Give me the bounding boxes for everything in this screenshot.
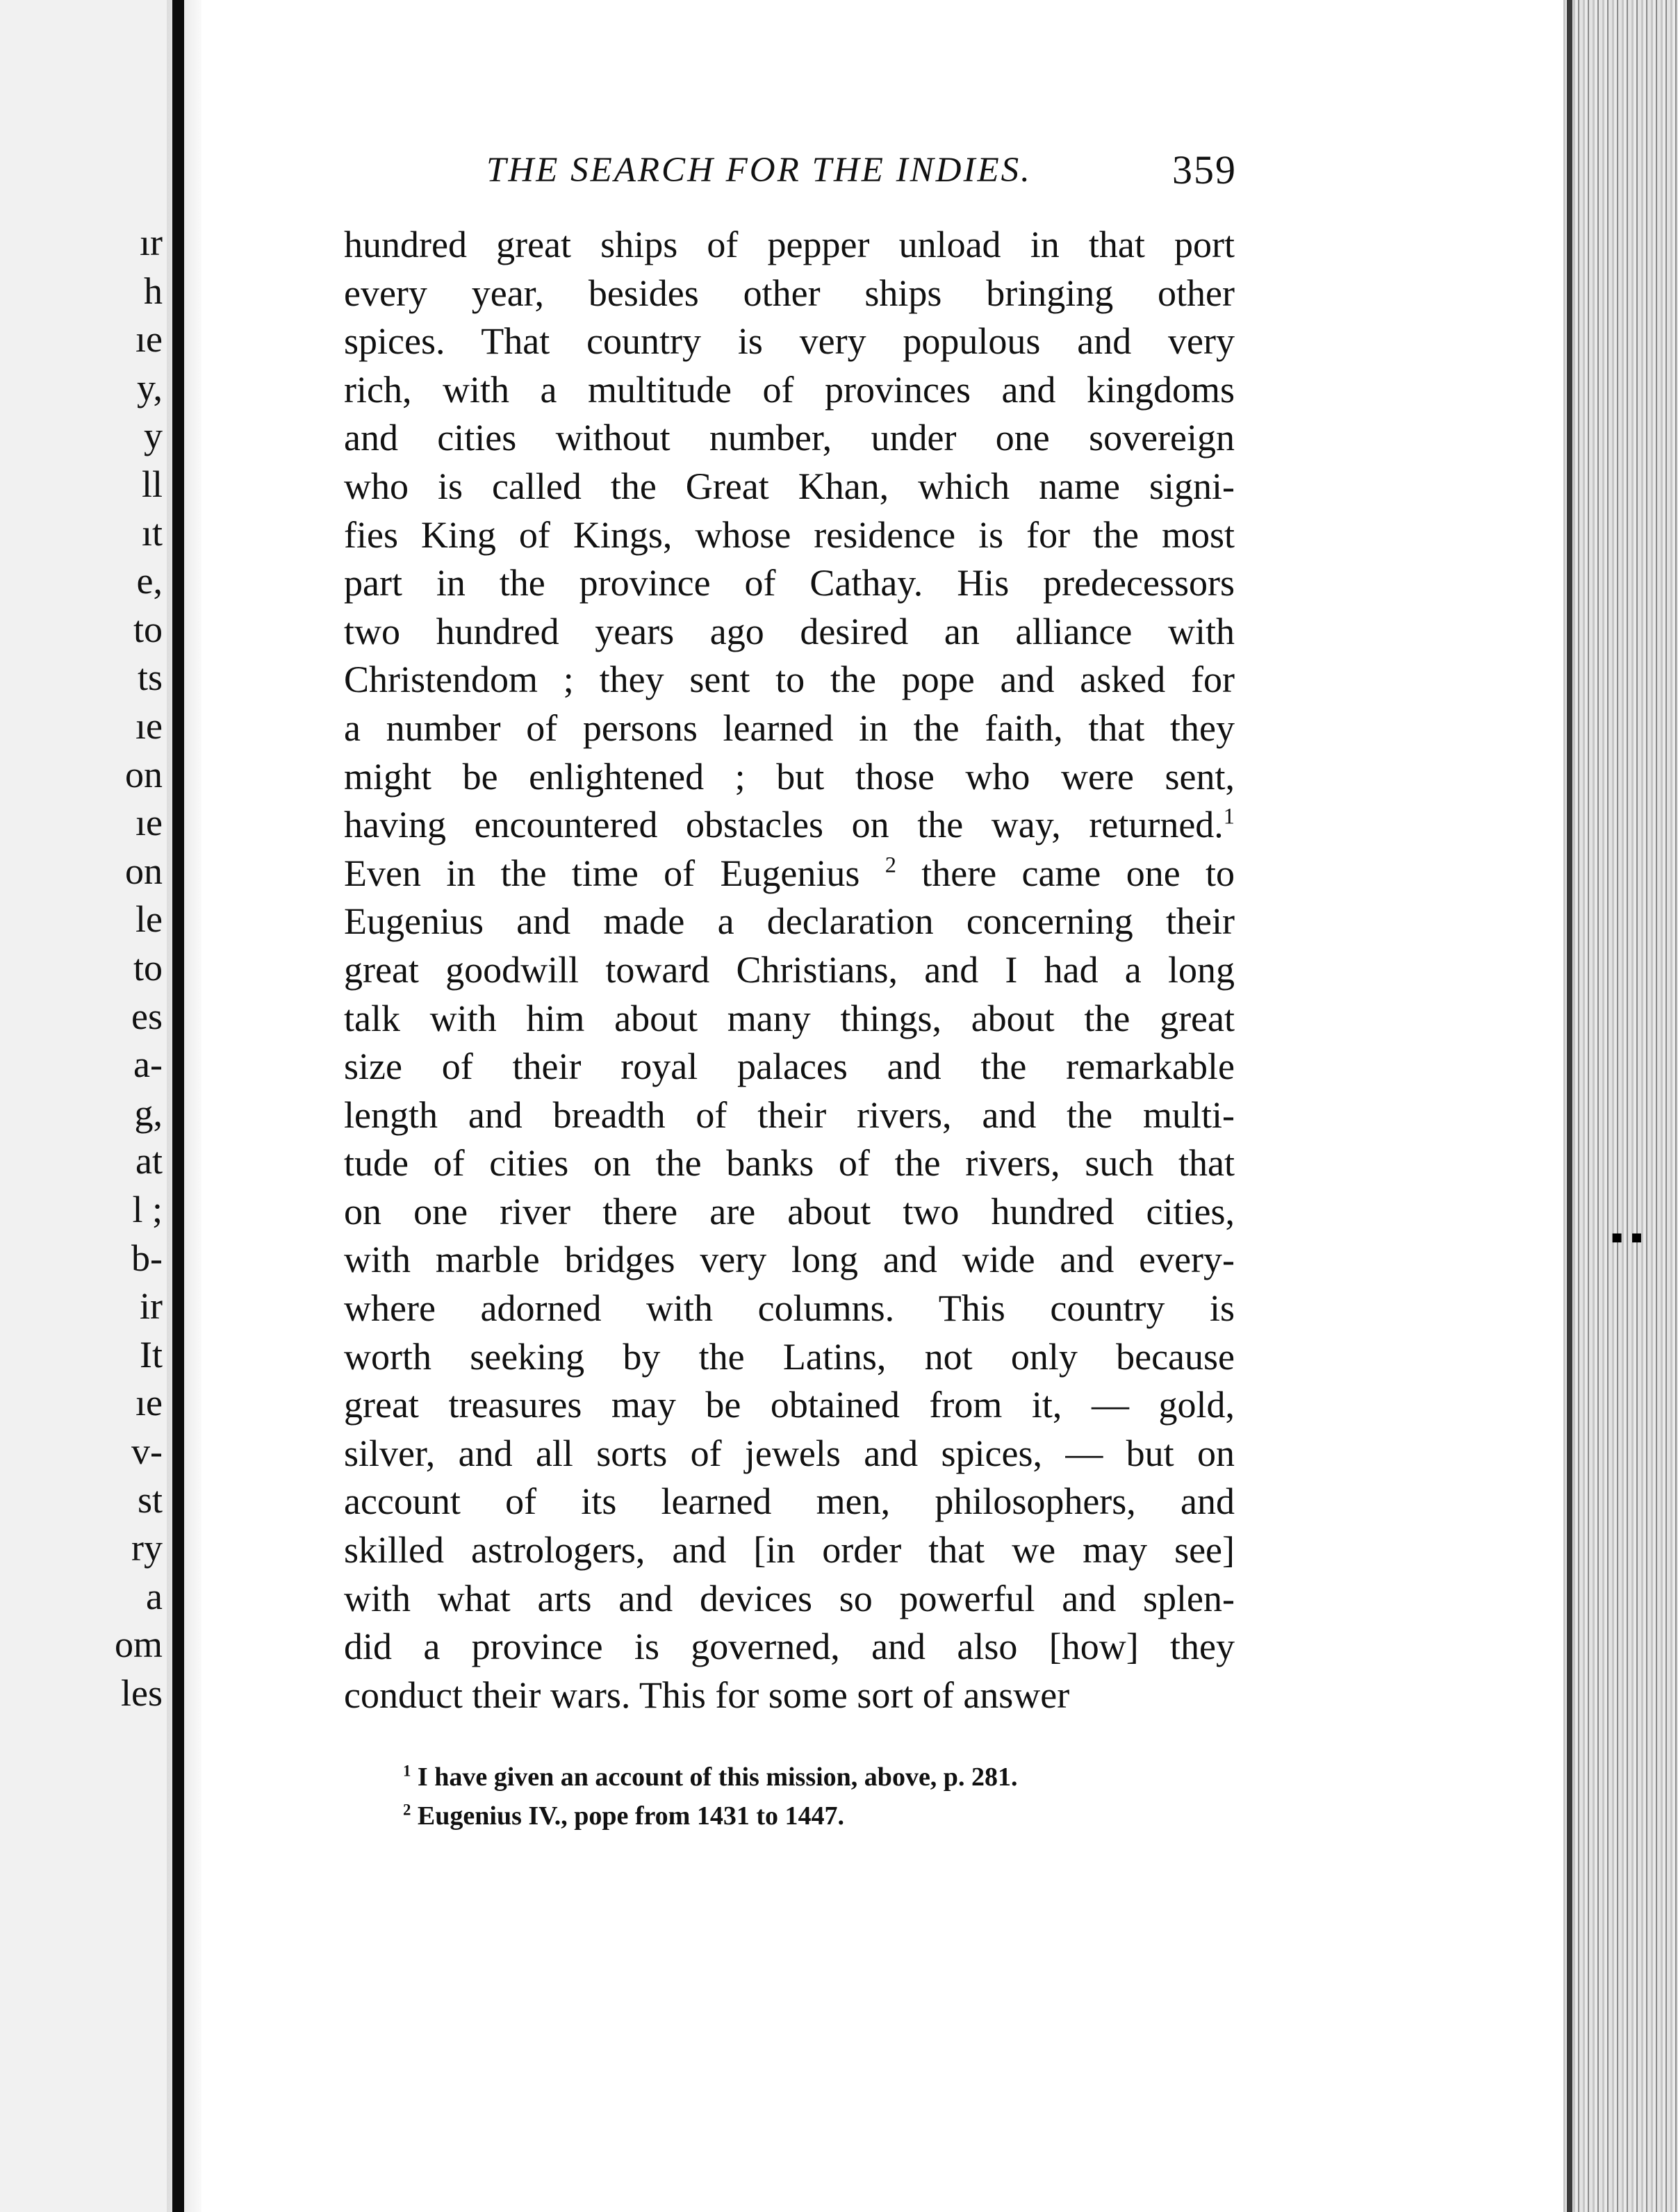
page-number: 359	[1172, 147, 1237, 192]
text-line	[344, 850, 1235, 898]
text-line: who is called the Great Khan, which name signi-	[344, 465, 1235, 507]
footnote-text: Eugenius IV., pope from 1431 to 1447.	[417, 1801, 844, 1831]
footnote-marker: 2	[403, 1801, 411, 1819]
text-line: every year, besides other ships bringing other	[344, 272, 1235, 314]
left-page-fragment: g,	[134, 1091, 163, 1134]
text-line: on one river there are about two hundred cities,	[344, 1190, 1235, 1232]
left-page-fragment: y	[144, 415, 163, 457]
page-edge	[1563, 0, 1678, 2212]
text-line: might be enlightened ; but those who were sent,	[344, 755, 1235, 798]
text-line: account of its learned men, philosophers, and	[344, 1480, 1235, 1523]
header-title: THE SEARCH FOR THE INDIES.	[486, 151, 1032, 190]
text-line: did a province is governed, and also [how] they	[344, 1626, 1235, 1668]
footnote-ref-2: 2	[885, 852, 896, 878]
text-line	[344, 801, 1235, 850]
footnote-marker: 1	[403, 1762, 411, 1780]
running-head	[347, 147, 1237, 193]
left-page-fragment: ll	[141, 463, 163, 505]
left-page-fragment: le	[135, 898, 163, 941]
text-line: Christendom ; they sent to the pope and asked for	[344, 659, 1235, 701]
left-page-fragment: st	[137, 1478, 163, 1521]
left-page-fragment: ts	[137, 657, 163, 699]
left-page-fragment: ıt	[141, 511, 163, 554]
text-line: hundred great ships of pepper unload in that port	[344, 224, 1235, 265]
text-line: length and breadth of their rivers, and the multi-	[344, 1093, 1235, 1136]
left-page-fragment: ry	[131, 1527, 163, 1569]
left-page-fragment: e,	[136, 560, 163, 602]
text-line: great goodwill toward Christians, and I had a long	[344, 948, 1235, 991]
left-page-fragment: at	[135, 1140, 163, 1182]
left-page-fragment: to	[133, 947, 163, 989]
left-page-fragment: on	[125, 753, 163, 795]
text-line: tude of cities on the banks of the rivers, such that	[344, 1142, 1235, 1185]
text-line: great treasures may be obtained from it, — gold,	[344, 1384, 1235, 1426]
left-page-fragment: om	[114, 1624, 163, 1666]
text-line: a number of persons learned in the faith, that they	[344, 707, 1235, 749]
text-line: conduct their wars. This for some sort of answer	[344, 1674, 1070, 1716]
left-page-fragment: ıe	[135, 318, 163, 361]
left-page-fragment: ıe	[135, 705, 163, 747]
left-page-fragment: es	[131, 995, 163, 1037]
left-page-fragment: y,	[137, 366, 163, 408]
text-line: two hundred years ago desired an alliance with	[344, 610, 1235, 652]
text-line: and cities without number, under one sovereign	[344, 417, 1235, 459]
footnote-1	[403, 1758, 1237, 1797]
left-page-fragment: ıe	[135, 802, 163, 844]
left-page-fragment: b-	[131, 1237, 163, 1279]
footnote-2	[403, 1797, 1237, 1835]
text-line: size of their royal palaces and the remarkable	[344, 1046, 1235, 1088]
line-text: having encountered obstacles on the way, returned.	[344, 804, 1224, 846]
text-line: worth seeking by the Latins, not only because	[344, 1335, 1235, 1378]
left-page-fragment: to	[133, 608, 163, 650]
left-page-fragment: ır	[140, 222, 163, 263]
left-page-fragment: a	[146, 1575, 163, 1617]
text-line: part in the province of Cathay. His predecessors	[344, 562, 1235, 604]
left-page-fragment: v-	[131, 1430, 163, 1472]
left-page-fragment: les	[121, 1672, 163, 1714]
line-text: Even in the time of Eugenius	[344, 852, 860, 894]
left-page-fragment: It	[140, 1333, 163, 1376]
line-text-tail: there came one to	[921, 852, 1235, 894]
text-line: Eugenius and made a declaration concerning their	[344, 900, 1235, 943]
page-edge-shadow	[1567, 0, 1572, 2212]
text-line: skilled astrologers, and [in order that we may see]	[344, 1529, 1235, 1571]
left-page-fragment: ıe	[135, 1382, 163, 1424]
footnote-text: I have given an account of this mission, above, p. 281.	[417, 1763, 1018, 1792]
book-spine	[172, 0, 184, 2212]
left-page-fragment: on	[125, 850, 163, 892]
text-line: with what arts and devices so powerful and splen-	[344, 1577, 1235, 1619]
left-facing-page	[0, 0, 167, 2212]
footnotes	[403, 1758, 1237, 1835]
edge-marks: ▪▪	[1611, 1218, 1650, 1257]
left-page-fragment: h	[144, 270, 163, 312]
text-line: rich, with a multitude of provinces and kingdoms	[344, 368, 1235, 411]
body-text	[344, 221, 1235, 1719]
text-line: where adorned with columns. This country is	[344, 1287, 1235, 1330]
text-line: talk with him about many things, about the great	[344, 997, 1235, 1039]
left-page-fragment: ir	[140, 1285, 163, 1328]
text-line: with marble bridges very long and wide and every-	[344, 1239, 1235, 1281]
footnote-ref-1: 1	[1223, 804, 1235, 830]
text-line: fies King of Kings, whose residence is for the most	[344, 513, 1235, 556]
left-page-fragment: a-	[133, 1043, 163, 1086]
text-line: spices. That country is very populous and very	[344, 320, 1235, 363]
left-page-fragment: l ;	[132, 1189, 163, 1230]
text-line: silver, and all sorts of jewels and spices, — but on	[344, 1432, 1235, 1474]
